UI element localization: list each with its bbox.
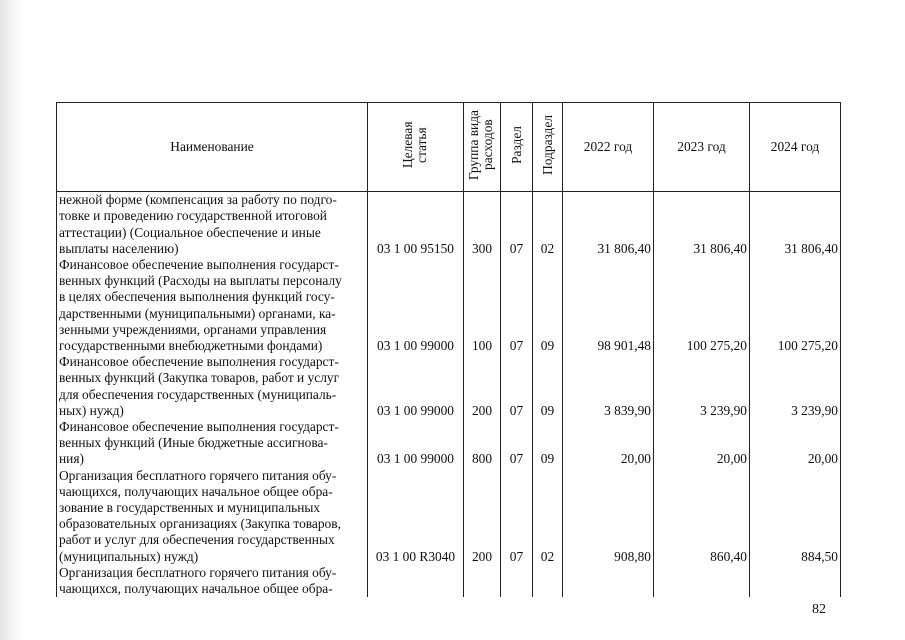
row-name: Финансовое обеспечение выполнения государст- венных функций (Закупка товаров, работ и услуг для обеспечения государственных (муниципаль- ных) нужд): [57, 354, 368, 419]
row-amount-2022: 3 839,90: [563, 354, 654, 419]
page-number: 82: [812, 602, 826, 617]
scan-page-edge: [0, 0, 22, 640]
row-amount-2023: 3 239,90: [654, 354, 750, 419]
table-header-row: [57, 103, 841, 192]
row-section: 07: [501, 419, 533, 468]
header-year-2022: 2022 год: [563, 103, 654, 192]
table-row: [57, 192, 841, 257]
row-amount-2023: [654, 565, 750, 597]
row-section: 07: [501, 257, 533, 354]
row-amount-2023: 31 806,40: [654, 192, 750, 257]
row-expense-group: 800: [464, 419, 501, 468]
row-subsection: [533, 565, 563, 597]
row-section: 07: [501, 354, 533, 419]
budget-table: [56, 102, 841, 597]
row-amount-2022: 20,00: [563, 419, 654, 468]
row-amount-2024: [750, 565, 841, 597]
table-row: [57, 354, 841, 419]
row-target-article: 03 1 00 R3040: [368, 468, 464, 565]
row-amount-2024: 884,50: [750, 468, 841, 565]
table-row: [57, 419, 841, 468]
row-expense-group: 100: [464, 257, 501, 354]
row-subsection: 09: [533, 419, 563, 468]
row-section: 07: [501, 192, 533, 257]
table-row: [57, 565, 841, 597]
row-subsection: 09: [533, 354, 563, 419]
row-name: Организация бесплатного горячего питания обу- чающихся, получающих начальное общее обра-: [57, 565, 368, 597]
row-amount-2023: 100 275,20: [654, 257, 750, 354]
header-name: Наименование: [57, 103, 368, 192]
row-subsection: 09: [533, 257, 563, 354]
row-target-article: 03 1 00 99000: [368, 419, 464, 468]
row-amount-2024: 20,00: [750, 419, 841, 468]
row-amount-2022: 98 901,48: [563, 257, 654, 354]
row-subsection: 02: [533, 468, 563, 565]
row-amount-2022: [563, 565, 654, 597]
row-amount-2024: 3 239,90: [750, 354, 841, 419]
row-expense-group: [464, 565, 501, 597]
row-section: 07: [501, 468, 533, 565]
row-name: Организация бесплатного горячего питания обу- чающихся, получающих начальное общее обра- зование в государственных и муниципальных образовательных организациях (Закупка товаров, работ и услуг для обеспечения государственных (муниципальных) нужд): [57, 468, 368, 565]
header-section: Раздел: [501, 103, 533, 192]
row-target-article: [368, 565, 464, 597]
row-subsection: 02: [533, 192, 563, 257]
header-target-article: Целевая статья: [368, 103, 464, 192]
header-subsection: Подраздел: [533, 103, 563, 192]
row-target-article: 03 1 00 99000: [368, 257, 464, 354]
row-expense-group: 200: [464, 354, 501, 419]
row-amount-2023: 20,00: [654, 419, 750, 468]
row-section: [501, 565, 533, 597]
row-expense-group: 200: [464, 468, 501, 565]
row-amount-2024: 100 275,20: [750, 257, 841, 354]
row-amount-2022: 31 806,40: [563, 192, 654, 257]
row-amount-2022: 908,80: [563, 468, 654, 565]
header-expense-group: Группа вида расходов: [464, 103, 501, 192]
row-target-article: 03 1 00 95150: [368, 192, 464, 257]
table-row: [57, 257, 841, 354]
table-row: [57, 468, 841, 565]
row-name: нежной форме (компенсация за работу по подго- товке и проведению государственной итоговой аттестации) (Социальное обеспечение и иные выплаты населению): [57, 192, 368, 257]
header-year-2024: 2024 год: [750, 103, 841, 192]
row-amount-2023: 860,40: [654, 468, 750, 565]
header-year-2023: 2023 год: [654, 103, 750, 192]
row-name: Финансовое обеспечение выполнения государст- венных функций (Иные бюджетные ассигнова- ния): [57, 419, 368, 468]
row-expense-group: 300: [464, 192, 501, 257]
row-target-article: 03 1 00 99000: [368, 354, 464, 419]
row-name: Финансовое обеспечение выполнения государст- венных функций (Расходы на выплаты персоналу в целях обеспечения выполнения функций госу- дарственными (муниципальными) органами, ка- зенными учреждениями, органами управления государственными внебюджетными фондами): [57, 257, 368, 354]
row-amount-2024: 31 806,40: [750, 192, 841, 257]
